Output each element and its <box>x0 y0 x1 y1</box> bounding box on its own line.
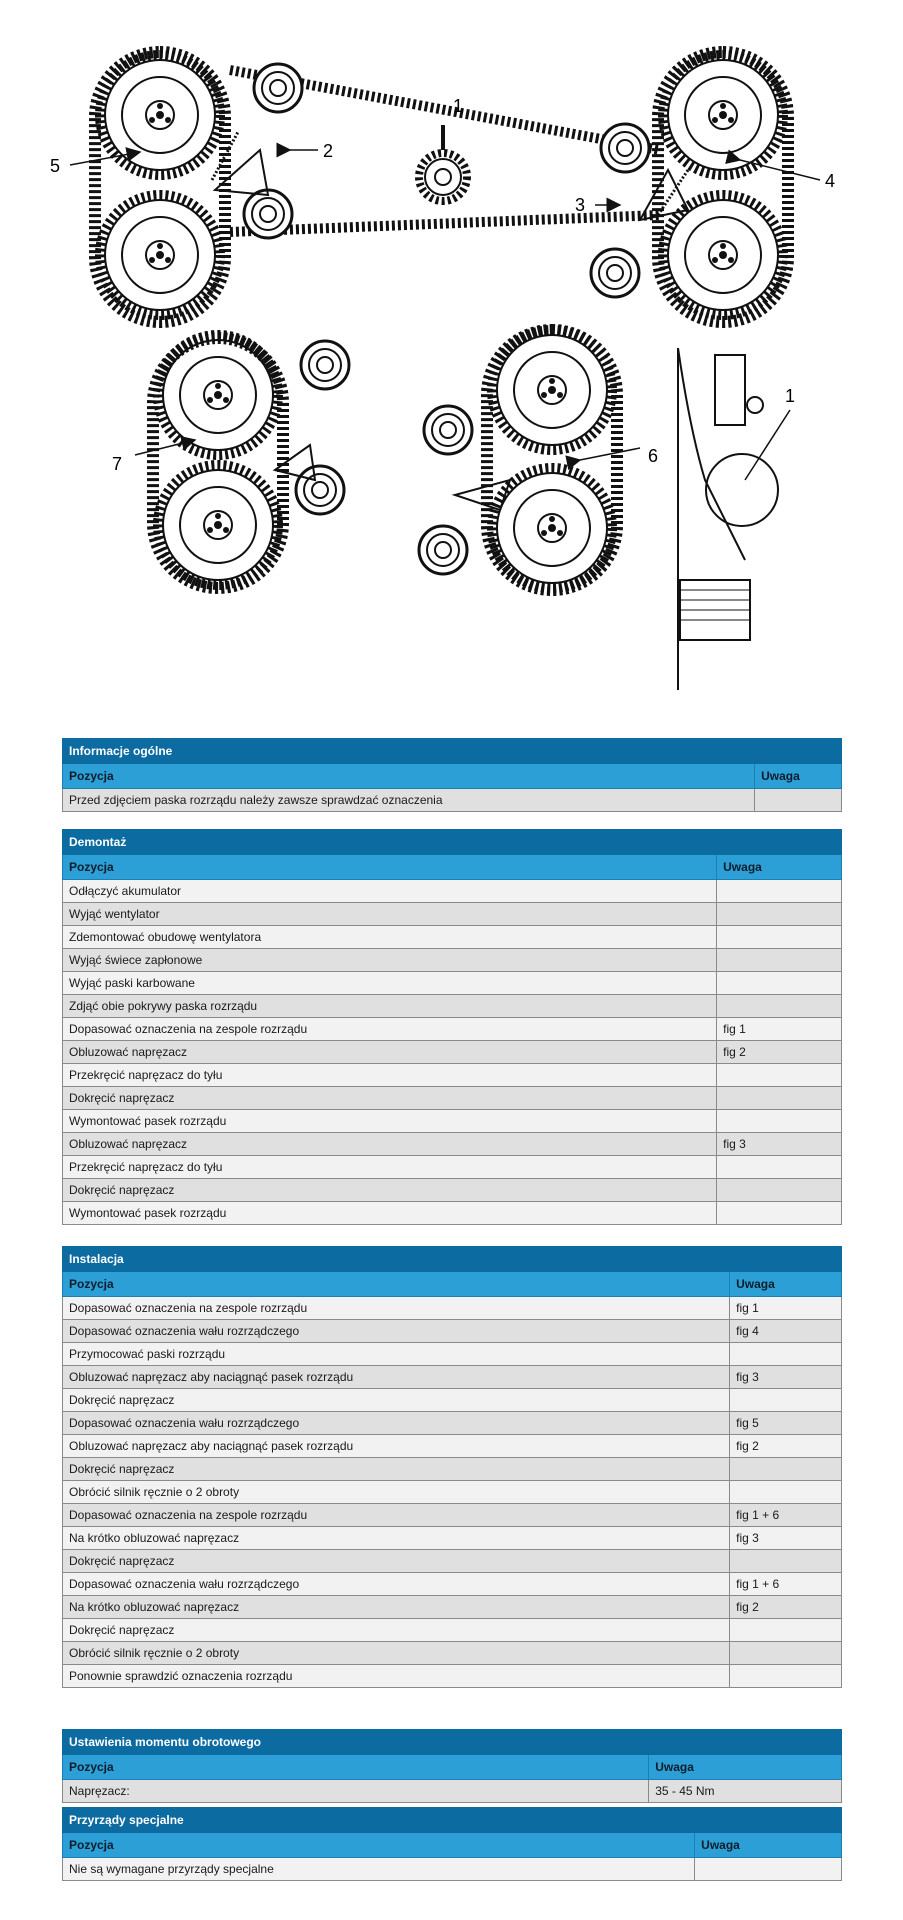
row-note <box>730 1550 842 1573</box>
row-note <box>717 880 842 903</box>
row-note: fig 5 <box>730 1412 842 1435</box>
row-position: Nie są wymagane przyrządy specjalne <box>63 1858 695 1881</box>
row-note: fig 4 <box>730 1320 842 1343</box>
row-note <box>717 1202 842 1225</box>
column-header-note: Uwaga <box>730 1272 842 1297</box>
table-row <box>63 1780 842 1803</box>
table-row <box>63 789 842 812</box>
callout-1-crank: 1 <box>785 386 796 406</box>
section-title: Demontaż <box>63 830 842 855</box>
table-row <box>63 1156 842 1179</box>
row-note <box>730 1458 842 1481</box>
row-position: Na krótko obluzować napręzacz <box>63 1596 730 1619</box>
table-row <box>63 1297 842 1320</box>
row-position: Dokręcić napręzacz <box>63 1619 730 1642</box>
row-position: Dokręcić napręzacz <box>63 1179 717 1202</box>
row-position: Dokręcić napręzacz <box>63 1389 730 1412</box>
table-body <box>63 880 842 1225</box>
section-instalacja <box>62 1246 842 1688</box>
table-row <box>63 1018 842 1041</box>
timing-belt-diagram <box>0 0 903 700</box>
row-position: Obrócić silnik ręcznie o 2 obroty <box>63 1642 730 1665</box>
row-note <box>717 1110 842 1133</box>
row-position: Wymontować pasek rozrządu <box>63 1110 717 1133</box>
table-row <box>63 1573 842 1596</box>
column-header-position: Pozycja <box>63 764 755 789</box>
row-note <box>730 1642 842 1665</box>
table-row <box>63 995 842 1018</box>
row-note <box>730 1389 842 1412</box>
row-note: fig 1 + 6 <box>730 1573 842 1596</box>
row-note: 35 - 45 Nm <box>649 1780 842 1803</box>
row-note <box>717 903 842 926</box>
row-position: Dokręcić napręzacz <box>63 1458 730 1481</box>
callout-5: 5 <box>50 156 61 176</box>
table-row <box>63 926 842 949</box>
row-position: Wymontować pasek rozrządu <box>63 1202 717 1225</box>
row-position: Dopasować oznaczenia wału rozrządczego <box>63 1573 730 1596</box>
row-note: fig 2 <box>730 1596 842 1619</box>
section-title: Instalacja <box>63 1247 842 1272</box>
row-note <box>730 1343 842 1366</box>
row-note: fig 1 + 6 <box>730 1504 842 1527</box>
table-row <box>63 1412 842 1435</box>
section-demontaz <box>62 829 842 1225</box>
row-note <box>695 1858 842 1881</box>
row-note <box>755 789 842 812</box>
column-header-note: Uwaga <box>755 764 842 789</box>
callout-4: 4 <box>825 171 836 191</box>
table-row <box>63 1550 842 1573</box>
row-note <box>717 1064 842 1087</box>
column-header-position: Pozycja <box>63 1272 730 1297</box>
section-title: Przyrządy specjalne <box>63 1808 842 1833</box>
row-note <box>717 949 842 972</box>
row-position: Przed zdjęciem paska rozrządu należy zawsze sprawdzać oznaczenia <box>63 789 755 812</box>
row-position: Przekręcić napręzacz do tyłu <box>63 1064 717 1087</box>
row-position: Dopasować oznaczenia wału rozrządczego <box>63 1320 730 1343</box>
row-position: Zdjąć obie pokrywy paska rozrządu <box>63 995 717 1018</box>
callout-3: 3 <box>575 195 586 215</box>
table-row <box>63 1133 842 1156</box>
callout-1: 1 <box>453 96 464 116</box>
row-position: Zdemontować obudowę wentylatora <box>63 926 717 949</box>
bottom-left-assembly <box>153 335 349 588</box>
table-row <box>63 1481 842 1504</box>
row-note <box>717 972 842 995</box>
column-header-note: Uwaga <box>717 855 842 880</box>
table-row <box>63 1858 842 1881</box>
row-position: Dokręcić napręzacz <box>63 1087 717 1110</box>
row-note <box>730 1665 842 1688</box>
row-position: Przymocować paski rozrządu <box>63 1343 730 1366</box>
row-note <box>717 926 842 949</box>
row-position: Obluzować napręzacz aby naciągnąć pasek rozrządu <box>63 1435 730 1458</box>
column-header-note: Uwaga <box>649 1755 842 1780</box>
table-row <box>63 1619 842 1642</box>
row-position: Ponownie sprawdzić oznaczenia rozrządu <box>63 1665 730 1688</box>
row-note <box>730 1619 842 1642</box>
row-position: Obluzować napręzacz aby naciągnąć pasek rozrządu <box>63 1366 730 1389</box>
table-row <box>63 1320 842 1343</box>
row-position: Na krótko obluzować napręzacz <box>63 1527 730 1550</box>
table-row <box>63 1179 842 1202</box>
callout-2: 2 <box>323 141 334 161</box>
row-note: fig 3 <box>730 1366 842 1389</box>
table-row <box>63 880 842 903</box>
crank-detail <box>678 348 778 690</box>
table-row <box>63 1064 842 1087</box>
row-note <box>717 1156 842 1179</box>
table-row <box>63 949 842 972</box>
table-row <box>63 1642 842 1665</box>
row-note: fig 3 <box>717 1133 842 1156</box>
table-row <box>63 1389 842 1412</box>
table-row <box>63 903 842 926</box>
row-note: fig 1 <box>730 1297 842 1320</box>
row-position: Obrócić silnik ręcznie o 2 obroty <box>63 1481 730 1504</box>
row-note: fig 2 <box>717 1041 842 1064</box>
row-position: Obluzować napręzacz <box>63 1041 717 1064</box>
callout-6: 6 <box>648 446 659 466</box>
table-row <box>63 1504 842 1527</box>
callout-7: 7 <box>112 454 123 474</box>
row-position: Wyjąć paski karbowane <box>63 972 717 995</box>
column-header-position: Pozycja <box>63 855 717 880</box>
column-header-note: Uwaga <box>695 1833 842 1858</box>
row-note <box>730 1481 842 1504</box>
row-position: Dopasować oznaczenia na zespole rozrządu <box>63 1504 730 1527</box>
section-title: Informacje ogólne <box>63 739 842 764</box>
row-position: Obluzować napręzacz <box>63 1133 717 1156</box>
row-note: fig 1 <box>717 1018 842 1041</box>
row-note <box>717 1087 842 1110</box>
section-przyrzady-specjalne <box>62 1807 842 1881</box>
table-row <box>63 1527 842 1550</box>
row-note: fig 2 <box>730 1435 842 1458</box>
row-position: Przekręcić napręzacz do tyłu <box>63 1156 717 1179</box>
row-position: Wyjąć wentylator <box>63 903 717 926</box>
row-position: Dokręcić napręzacz <box>63 1550 730 1573</box>
section-informacje-ogolne <box>62 738 842 812</box>
row-position: Dopasować oznaczenia na zespole rozrządu <box>63 1297 730 1320</box>
table-row <box>63 1366 842 1389</box>
column-header-position: Pozycja <box>63 1833 695 1858</box>
row-note <box>717 995 842 1018</box>
table-row <box>63 1458 842 1481</box>
table-row <box>63 1202 842 1225</box>
section-ustawienia-momentu <box>62 1729 842 1803</box>
top-belt-assembly <box>95 52 788 322</box>
table-row <box>63 1110 842 1133</box>
table-row <box>63 1041 842 1064</box>
row-position: Dopasować oznaczenia na zespole rozrządu <box>63 1018 717 1041</box>
row-position: Napręzacz: <box>63 1780 649 1803</box>
row-note: fig 3 <box>730 1527 842 1550</box>
bottom-middle-assembly <box>419 330 617 590</box>
row-note <box>717 1179 842 1202</box>
table-row <box>63 1596 842 1619</box>
column-header-position: Pozycja <box>63 1755 649 1780</box>
row-position: Wyjąć świece zapłonowe <box>63 949 717 972</box>
table-row <box>63 1665 842 1688</box>
row-position: Dopasować oznaczenia wału rozrządczego <box>63 1412 730 1435</box>
row-position: Odłączyć akumulator <box>63 880 717 903</box>
section-title: Ustawienia momentu obrotowego <box>63 1730 842 1755</box>
table-row <box>63 972 842 995</box>
table-row <box>63 1435 842 1458</box>
table-body <box>63 1297 842 1688</box>
table-row <box>63 1087 842 1110</box>
table-row <box>63 1343 842 1366</box>
